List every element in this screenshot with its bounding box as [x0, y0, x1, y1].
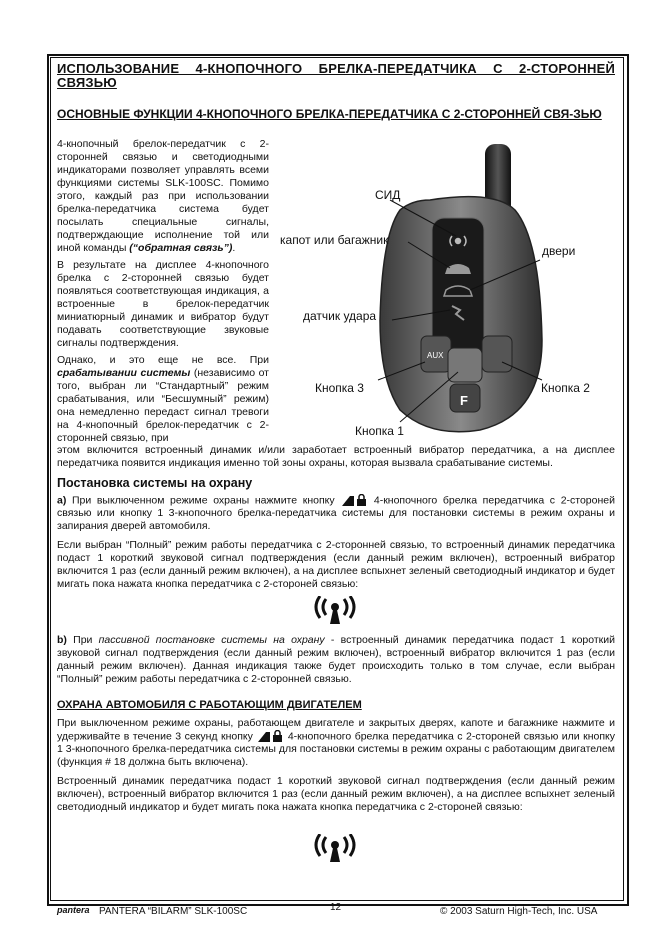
- intro-column: [57, 138, 269, 449]
- arming-paragraph-full-mode: Если выбран “Полный” режим работы передатчика с 2-сторонней связью, то встроенный динамик передатчика подаст 1 короткий звуковой сигнал подтверждения (если данный режим включен), встроенный вибратор включится 1 раз (если данный режим включен), а на дисплее вспыхнет зеленый светодиодный индикатор и будет мигать пока нажата кнопка передатчика с 2-стороней связью:: [57, 539, 615, 591]
- label-button-2: Кнопка 2: [541, 381, 590, 395]
- lock-unlock-key-icon: [340, 494, 368, 507]
- page-heading: ИСПОЛЬЗОВАНИЕ 4-КНОПОЧНОГО БРЕЛКА-ПЕРЕДАТЧИКА С 2-СТОРОННЕЙ СВЯЗЬЮ: [57, 61, 615, 90]
- lock-unlock-key-icon: [256, 730, 284, 743]
- intro-paragraph-3: Однако, и это еще не все. При срабатывании системы (независимо от того, выбран ли “Стандартный” режим срабатывания, или “Бесшумный” режим) она немедленно передаст сигнал тревоги на 4-кнопочный брелок-передатчик с 2-сторонней связью, при: [57, 354, 269, 444]
- button-aux-label: AUX: [427, 351, 444, 360]
- label-button-1: Кнопка 1: [355, 424, 404, 438]
- label-button-3: Кнопка 3: [315, 381, 364, 395]
- engine-running-section: [57, 717, 615, 820]
- footer-model: PANTERA “BILARM” SLK-100SC: [99, 906, 248, 917]
- footer-page-number: 12: [330, 902, 342, 913]
- engine-paragraph-2: Встроенный динамик передатчика подаст 1 короткий звуковой сигнал подтверждения (если данный режим включен), встроенный вибратор включится 1 раз (если данный режим включен), а на дисплее вспыхнет зеленый светодиодный индикатор и будет мигать пока нажата кнопка передатчика с 2-стороней связью:: [57, 775, 615, 814]
- engine-running-title: ОХРАНА АВТОМОБИЛЯ С РАБОТАЮЩИМ ДВИГАТЕЛЕМ: [57, 699, 362, 711]
- footer-copyright: © 2003 Saturn High-Tech, Inc. USA: [440, 906, 598, 917]
- intro-paragraph-2: В результате на дисплее 4-кнопочного брелка с 2-сторонней связью будет появляться соответствующая индикация, а встроенные в брелок-передатчик миниатюрный динамик и вибратор будут подавать соответствующие звуковые сигналы подтверждения.: [57, 259, 269, 349]
- arming-title: Постановка системы на охрану: [57, 476, 253, 490]
- intro-paragraph-1: 4-кнопочный брелок-передатчик с 2-сторонней связью и светодиодными индикаторами позволяет управлять всеми функциями системы SLK-100SC. Помимо этого, каждый раз при использовании брелка-передатчика система будет посылать специальные сигналы, подтверждающие исполнение той или иной команды (“обратная связь”).: [57, 138, 269, 254]
- button-f-label: F: [460, 393, 468, 408]
- antenna-signal-icon: [314, 596, 356, 626]
- arming-paragraph-b: b) При пассивной постановке системы на охрану - встроенный динамик передатчика подаст 1 короткий звуковой сигнал подтверждения (если данный режим включен), встроенный вибратор включится 1 раз (если данный режим включен). Данная индикация также будет происходить только в том случае, если выбран “Полный” режим работы передатчика с 2-сторонней связью.: [57, 634, 615, 685]
- arming-section: [57, 494, 615, 597]
- label-hood-trunk: капот или багажник: [280, 233, 389, 247]
- remote-illustration: [280, 140, 610, 440]
- intro-paragraph-3-continued: этом включится встроенный динамик и/или заработает встроенный вибратор передатчика, а на дисплее передатчика появится индикация именно той зоны охраны, которая вызвала срабатывание системы.: [57, 444, 615, 469]
- antenna-signal-icon: [314, 834, 356, 864]
- arming-paragraph-a: а) При выключенном режиме охраны нажмите кнопку 4-кнопочного брелка передатчика с 2-стороней связью или кнопку 1 3-кнопочного брелка-передатчика системы для постановки системы в режим охраны и запирания дверей автомобиля.: [57, 494, 615, 533]
- section-subheading: ОСНОВНЫЕ ФУНКЦИИ 4-КНОПОЧНОГО БРЕЛКА-ПЕРЕДАТЧИКА С 2-СТОРОННЕЙ СВЯ-ЗЬЮ: [57, 107, 602, 121]
- button-lock: [448, 348, 482, 382]
- label-shock-sensor: датчик удара: [303, 309, 377, 323]
- label-doors: двери: [542, 244, 576, 258]
- engine-paragraph-1: При выключенном режиме охраны, работающем двигателе и закрытых дверях, капоте и багажнике нажмите и удерживайте в течение 3 секунд кнопку 4-кнопочного брелка передатчика с 2-стороней связью или кнопку 1 3-кнопочного брелка-передатчика системы для постановки системы в режим охраны с работающим двигателем (функция # 18 должна быть включена).: [57, 717, 615, 769]
- footer-logo: pantera: [57, 905, 90, 915]
- button-2: [482, 336, 512, 372]
- label-led: СИД: [375, 188, 401, 202]
